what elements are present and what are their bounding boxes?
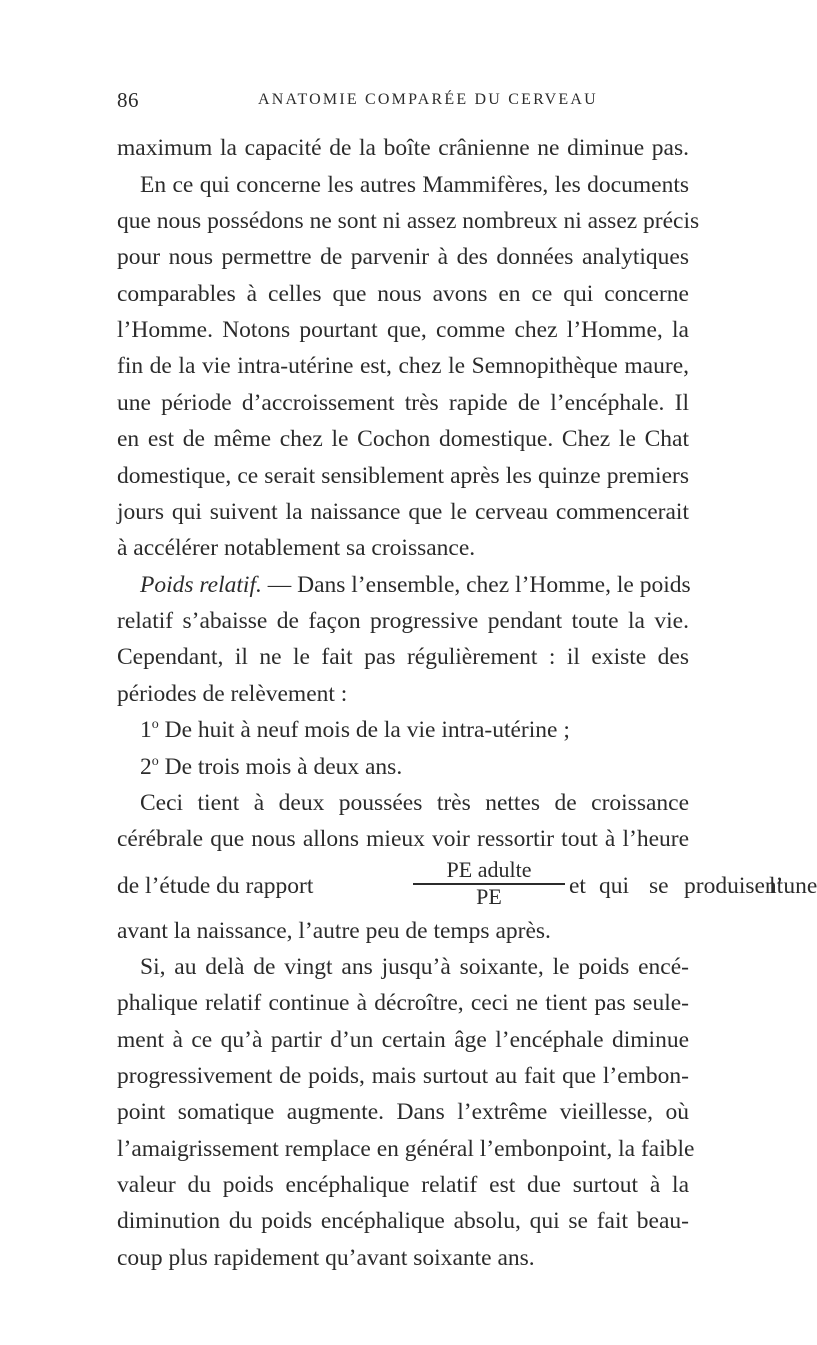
list-text: De trois mois à deux ans. [164,754,403,780]
page-header [117,88,689,118]
text-line: l’Homme. Notons pourtant que, comme chez l’Homme, la [117,317,689,343]
text-line: cérébrale que nous allons mieux voir ressortir tout à l’heure [117,826,689,852]
fraction-numerator: PE adulte [446,857,532,882]
text-line: l’amaigrissement remplace en général l’embonpoint, la faible [117,1136,695,1162]
text-line: périodes de relèvement : [117,681,348,707]
text-line: relatif s’abaisse de façon progressive pendant toute la vie. [117,608,689,634]
text-line: En ce qui concerne les autres Mammifères, les documents [140,172,689,198]
text-line: Ceci tient à deux poussées très nettes de croissance [140,790,689,816]
text-line: une période d’accroissement très rapide de l’encéphale. Il [117,390,689,416]
text-line: fin de la vie intra-utérine est, chez le Semnopithèque maure, [117,353,689,379]
list-ordinal: o [151,717,159,732]
page-number: 86 [117,88,139,112]
text-span: se [649,873,669,899]
text-line: à accélérer notablement sa croissance. [117,535,476,561]
text-span: qui [599,873,630,899]
list-number: 2 [140,754,152,780]
list-text: De huit à neuf mois de la vie intra-utérine ; [164,717,570,743]
text-line: pour nous permettre de parvenir à des données analytiques [117,244,689,270]
text-line: valeur du poids encéphalique relatif est due surtout à la [117,1172,689,1198]
text-span: et [569,873,586,899]
text-line: domestique, ce serait sensiblement après les quinze premiers [117,463,689,489]
text-line: avant la naissance, l’autre peu de temps après. [117,918,551,944]
text-span: de l’étude du rapport [117,873,314,899]
text-span: — Dans l’ensemble, chez l’Homme, le poids [267,572,691,598]
text-line: Si, au delà de vingt ans jusqu’à soixante, le poids encé- [140,954,689,980]
list-item [140,715,689,745]
text-line: Cependant, il ne le fait pas régulièrement : il existe des [117,644,689,670]
running-title: ANATOMIE COMPARÉE DU CERVEAU [258,91,598,108]
list-item [140,752,689,782]
text-line: jours qui suivent la naissance que le cerveau commencerait [117,499,689,525]
text-line: que nous possédons ne sont ni assez nombreux ni assez précis [117,208,700,234]
text-line: en est de même chez le Cochon domestique. Chez le Chat [117,426,689,452]
text-line: phalique relatif continue à décroître, ceci ne tient pas seule- [117,990,689,1016]
fraction-denominator: PE [476,884,502,909]
list-number: 1 [140,717,152,743]
text-line: point somatique augmente. Dans l’extrême vieillesse, où [117,1099,689,1125]
text-line: diminution du poids encéphalique absolu, qui se fait beau- [117,1208,689,1234]
text-span: l’une [769,873,817,899]
text-line: maximum la capacité de la boîte crânienne ne diminue pas. [117,135,689,161]
text-line: comparables à celles que nous avons en ce qui concerne [117,281,689,307]
list-ordinal: o [151,754,159,769]
fraction-line [117,857,817,910]
text-span: produisent [684,873,784,899]
text-line: progressivement de poids, mais surtout au fait que l’embon- [117,1063,689,1089]
section-heading-line [140,570,689,600]
text-line: coup plus rapidement qu’avant soixante ans. [117,1245,535,1271]
section-heading: Poids relatif. [140,572,262,598]
text-line: ment à ce qu’à partir d’un certain âge l’encéphale diminue [117,1027,689,1053]
